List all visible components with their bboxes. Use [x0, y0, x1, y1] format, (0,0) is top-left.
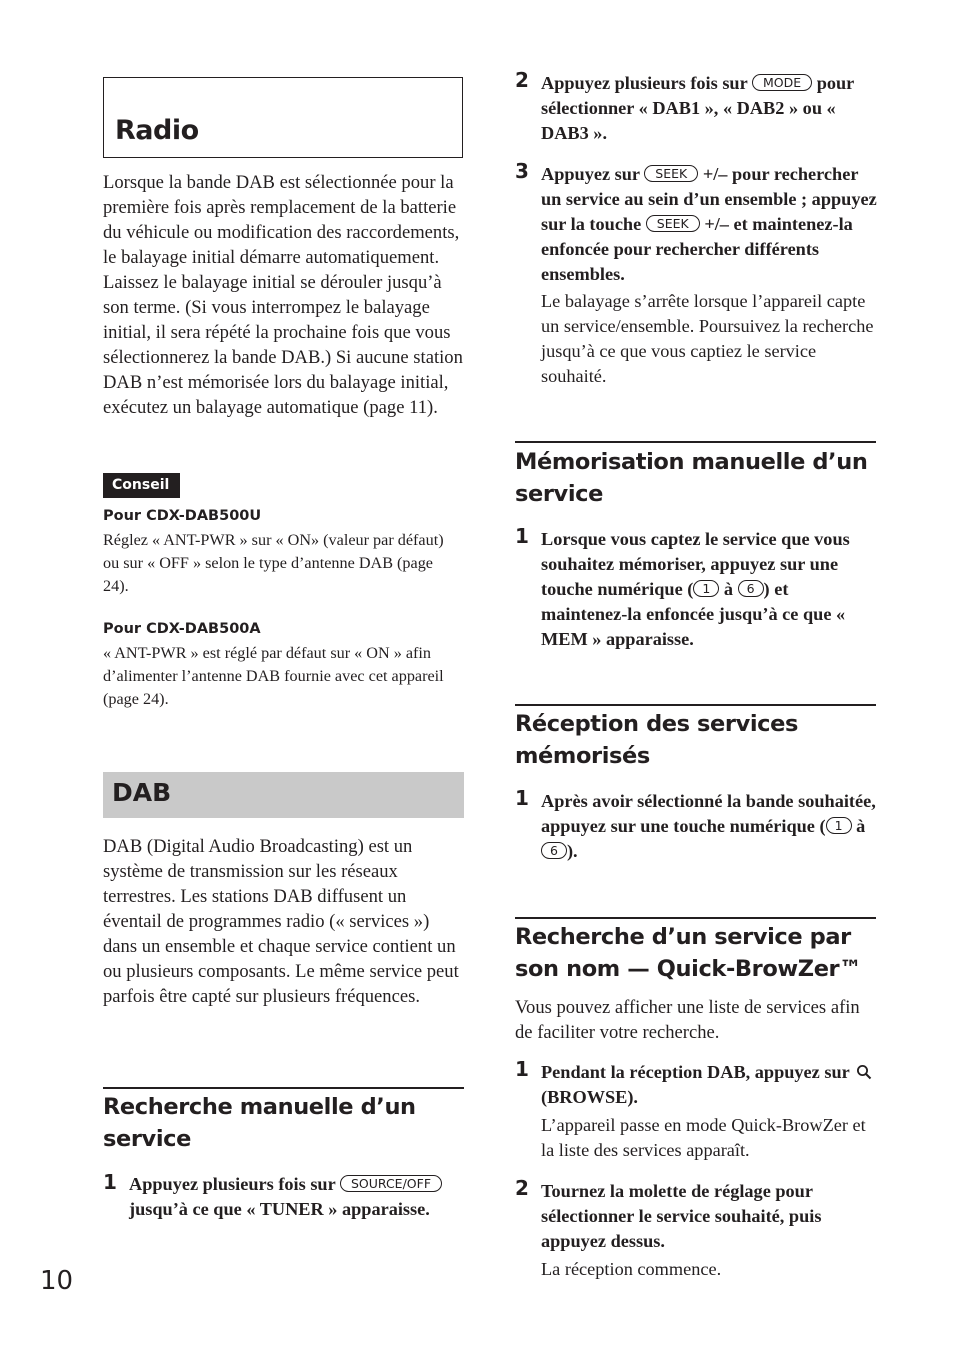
browse-step-2-body: La réception commence.	[541, 1259, 722, 1279]
step-number: 1	[515, 524, 529, 548]
step-text: Appuyez sur	[541, 164, 640, 184]
section-divider	[103, 1087, 464, 1089]
step-text: Appuyez plusieurs fois sur	[541, 73, 748, 93]
number-key-1: 1	[693, 580, 719, 597]
number-key-6: 6	[541, 842, 567, 859]
step-number: 2	[515, 68, 529, 92]
source-off-key: SOURCE/OFF	[340, 1175, 442, 1192]
note2-title: Pour CDX-DAB500A	[103, 621, 261, 637]
browse-step-1-body: L’appareil passe en mode Quick-BrowZer et la liste des services apparaît.	[541, 1115, 866, 1160]
note1-title: Pour CDX-DAB500U	[103, 508, 262, 524]
seek-key: SEEK	[644, 165, 698, 182]
memo-step-1	[541, 527, 877, 652]
search-icon	[856, 1064, 872, 1080]
step-text: jusqu’à ce que « TUNER » apparaisse.	[129, 1199, 430, 1219]
step-number: 1	[515, 786, 529, 810]
step-text: Lorsque vous captez le service que vous souhaitez mémoriser, appuyez sur une touche numérique (	[541, 529, 850, 599]
step-text: ).	[566, 841, 578, 861]
memo-title: Mémorisation manuelle d’un service	[515, 449, 868, 507]
number-key-1: 1	[826, 817, 852, 834]
radio-title: Radio	[115, 115, 199, 146]
step-number: 3	[515, 159, 529, 183]
browse-intro: Vous pouvez afficher une liste de services afin de faciliter votre recherche.	[515, 997, 860, 1043]
step-text: +/– pour rechercher un service au sein d’un ensemble ; appuyez sur la touche	[541, 164, 877, 234]
step-number: 2	[515, 1176, 529, 1200]
radio-intro: Lorsque la bande DAB est sélectionnée pour la première fois après remplacement de la batterie du véhicule ou modification des raccordements, le balayage initial démarre automatiquement. Laissez le balayage initial se dérouler jusqu’à son terme. (Si vous interrompez le balayage initial, il sera répété la prochaine fois que vous sélectionnerez la bande DAB.) Si aucune station DAB n’est mémorisée lors du balayage initial, exécutez un balayage automatique (page 11).	[103, 172, 463, 418]
mode-key: MODE	[752, 74, 812, 91]
browse-step-2: Tournez la molette de réglage pour sélectionner le service souhaité, puis appuyez dessus.	[541, 1181, 822, 1251]
seek-key: SEEK	[646, 215, 700, 232]
section-divider	[515, 704, 876, 706]
step-text: ) et maintenez-la enfoncée jusqu’à ce que « MEM » apparaisse.	[541, 579, 846, 649]
section-divider	[515, 917, 876, 919]
manual-step-3	[541, 162, 877, 287]
step-text: à	[723, 579, 734, 599]
manual-step-1	[129, 1172, 464, 1222]
step-text: Appuyez plusieurs fois sur	[129, 1174, 336, 1194]
step-number: 1	[103, 1170, 117, 1194]
reception-title: Réception des services mémorisés	[515, 711, 798, 769]
number-key-6: 6	[738, 580, 764, 597]
section-divider	[515, 441, 876, 443]
dab-heading-bar	[103, 772, 464, 818]
manual-search-title: Recherche manuelle d’un service	[103, 1094, 416, 1152]
step-number: 1	[515, 1057, 529, 1081]
conseil-badge: Conseil	[103, 473, 180, 498]
radio-heading-box	[103, 77, 463, 158]
step-text: à	[856, 816, 866, 836]
browse-title: Recherche d’un service par son nom — Quick-BrowZer™	[515, 924, 862, 982]
browse-step-1	[541, 1060, 877, 1110]
reception-step-1	[541, 789, 877, 864]
step-text: (BROWSE).	[541, 1087, 639, 1107]
step-text: Pendant la réception DAB, appuyez sur	[541, 1062, 850, 1082]
step-text: +/– et maintenez-la enfoncée pour rechercher différents ensembles.	[541, 214, 853, 284]
dab-title: DAB	[112, 778, 172, 807]
step-text: pour sélectionner « DAB1 », « DAB2 » ou « DAB3 ».	[541, 73, 854, 143]
manual-step-2	[541, 71, 877, 146]
note1-text: Réglez « ANT-PWR » sur « ON» (valeur par défaut) ou sur « OFF » selon le type d’antenne DAB (page 24).	[103, 531, 444, 595]
page-number: 10	[40, 1266, 74, 1296]
dab-intro: DAB (Digital Audio Broadcasting) est un système de transmission sur les réseaux terrestres. Les stations DAB diffusent un éventail de programmes radio (« services ») dans un ensemble et chaque service contient un ou plusieurs composants. Le même service peut parfois être capté sur plusieurs fréquences.	[103, 836, 459, 1007]
note2-text: « ANT-PWR » est réglé par défaut sur « ON » afin d’alimenter l’antenne DAB fournie avec cet appareil (page 24).	[103, 644, 444, 708]
manual-step-3-body: Le balayage s’arrête lorsque l’appareil capte un service/ensemble. Poursuivez la recherche jusqu’à ce que vous captiez le service souhaité.	[541, 291, 874, 386]
step-text: Après avoir sélectionné la bande souhaitée, appuyez sur une touche numérique (	[541, 791, 876, 836]
